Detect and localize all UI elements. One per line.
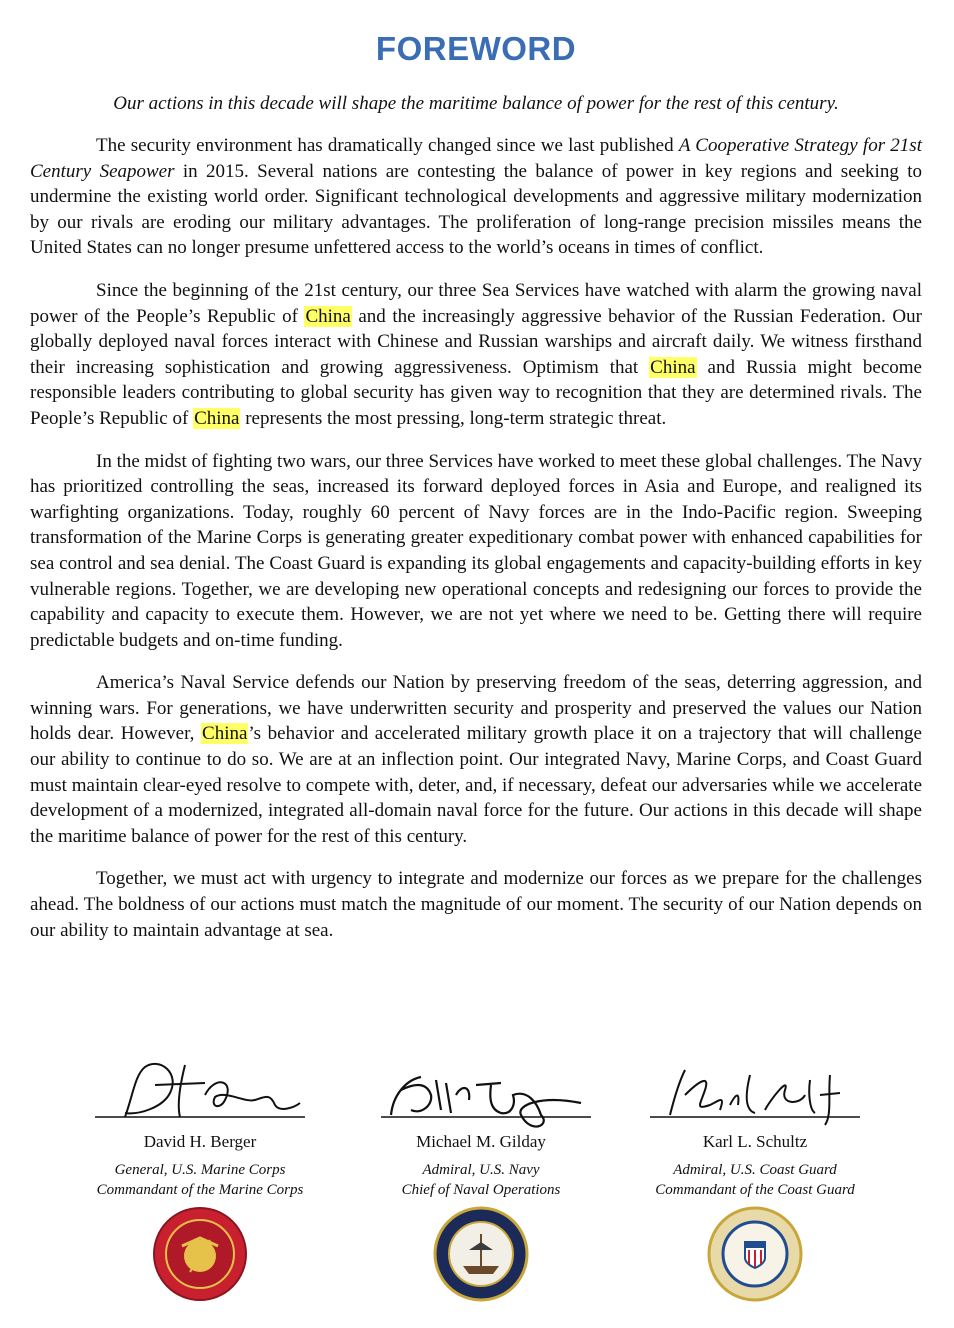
marine-corps-seal-icon (152, 1206, 248, 1302)
highlight-china: China (202, 723, 248, 745)
signer-rank: General, U.S. Marine Corps (114, 1162, 286, 1178)
signer-position: Chief of Naval Operations (401, 1182, 561, 1198)
paragraph-3: In the midst of fighting two wars, our three Services have worked to meet these global challenges. The Navy has prioritized controlling the seas, increased its forward deployed forces in Asia and Europe, and realigned its warfighting organizations. Today, roughly 60 percent of Navy forces are in the Indo-Pacific region. Sweeping transformation of the Marine Corps is generating greater expeditionary combat power with enhanced capabilities for sea control and sea denial. The Coast Guard is expanding its global engagements and capacity-building efforts in key vulnerable regions. Together, we are developing new operational concepts and redesigning our forces to provide the capability and capacity to execute them. However, we are not yet where we need to be. Getting there will require predictable budgets and on-time funding. (30, 450, 922, 651)
highlight-china: China (650, 356, 696, 378)
signer-name: Michael M. Gilday (416, 1132, 546, 1151)
epigraph: Our actions in this decade will shape the maritime balance of power for the rest of this century. (113, 93, 839, 114)
signer-name: Karl L. Schultz (702, 1132, 808, 1151)
paragraph-1-text-a: The security environment has dramatically changed since we last published (96, 135, 679, 156)
paragraph-2-text-d: represents the most pressing, long-term strategic threat. (240, 407, 667, 429)
paragraph-1-text-b: in 2015. Several nations are contesting the balance of power in key regions and seeking to undermine the existing world order. Significant technological developments and aggressive military modernization by our rivals are eroding our military advantages. The proliferation of long-range precision missiles means the United States can no longer presume unfettered access to the world’s oceans in times of conflict. (30, 160, 922, 259)
signature-schultz (640, 1055, 870, 1130)
signer-rank: Admiral, U.S. Navy (422, 1162, 540, 1178)
highlight-china: China (305, 305, 351, 327)
foreword-page (30, 0, 922, 943)
signer-berger (55, 1055, 345, 1302)
paragraph-2 (30, 278, 922, 432)
signature-block (0, 1055, 954, 1325)
paragraph-4 (30, 670, 922, 849)
paragraph-4-text-b: ’s behavior and accelerated military growth place it on a trajectory that will challenge our ability to continue to do so. We are at an inflection point. Our integrated Navy, Marine Corps, and Coast Guard must maintain clear-eyed resolve to compete with, deter, and, if necessary, defeat our adversaries while we accelerate development of a modernized, integrated all-domain naval force for the future. Our actions in this decade will shape the maritime balance of power for the rest of this century. (30, 723, 922, 847)
paragraph-4-text-a: America’s Naval Service defends our Nation by preserving freedom of the seas, deterring aggression, and winning wars. For generations, we have underwritten security and prosperity and preserved the values our Nation holds dear. However, (30, 672, 922, 745)
paragraph-1 (30, 133, 922, 261)
book-title: A Cooperative Strategy for 21st Century Seapower (30, 135, 922, 182)
signer-gilday (336, 1055, 626, 1302)
signature-gilday (351, 1055, 611, 1130)
navy-seal-icon (433, 1206, 529, 1302)
paragraph-2-text-b: and the increasingly aggressive behavior of the Russian Federation. Our globally deployed naval forces interact with Chinese and Russian warships and aircraft daily. We witness firsthand their increasing sophistication and growing aggressiveness. Optimism that (30, 305, 922, 378)
coast-guard-seal-icon (707, 1206, 803, 1302)
paragraph-2-text-a: Since the beginning of the 21st century, our three Sea Services have watched with alarm the growing naval power of the People’s Republic of (30, 279, 922, 327)
signer-position: Commandant of the Coast Guard (655, 1182, 855, 1198)
page-title: FOREWORD (375, 30, 577, 67)
signer-schultz (610, 1055, 900, 1302)
signer-position: Commandant of the Marine Corps (96, 1182, 304, 1198)
paragraph-5: Together, we must act with urgency to integrate and modernize our forces as we prepare for the challenges ahead. The boldness of our actions must match the magnitude of our moment. The security of our Nation depends on our ability to maintain advantage at sea. (30, 868, 922, 941)
paragraph-2-text-c: and Russia might become responsible leaders contributing to global security has given way to recognition that they are determined rivals. The People’s Republic of (30, 356, 922, 429)
signer-name: David H. Berger (143, 1132, 257, 1151)
highlight-china: China (194, 407, 240, 429)
signer-rank: Admiral, U.S. Coast Guard (673, 1162, 837, 1178)
signature-berger (85, 1055, 315, 1130)
